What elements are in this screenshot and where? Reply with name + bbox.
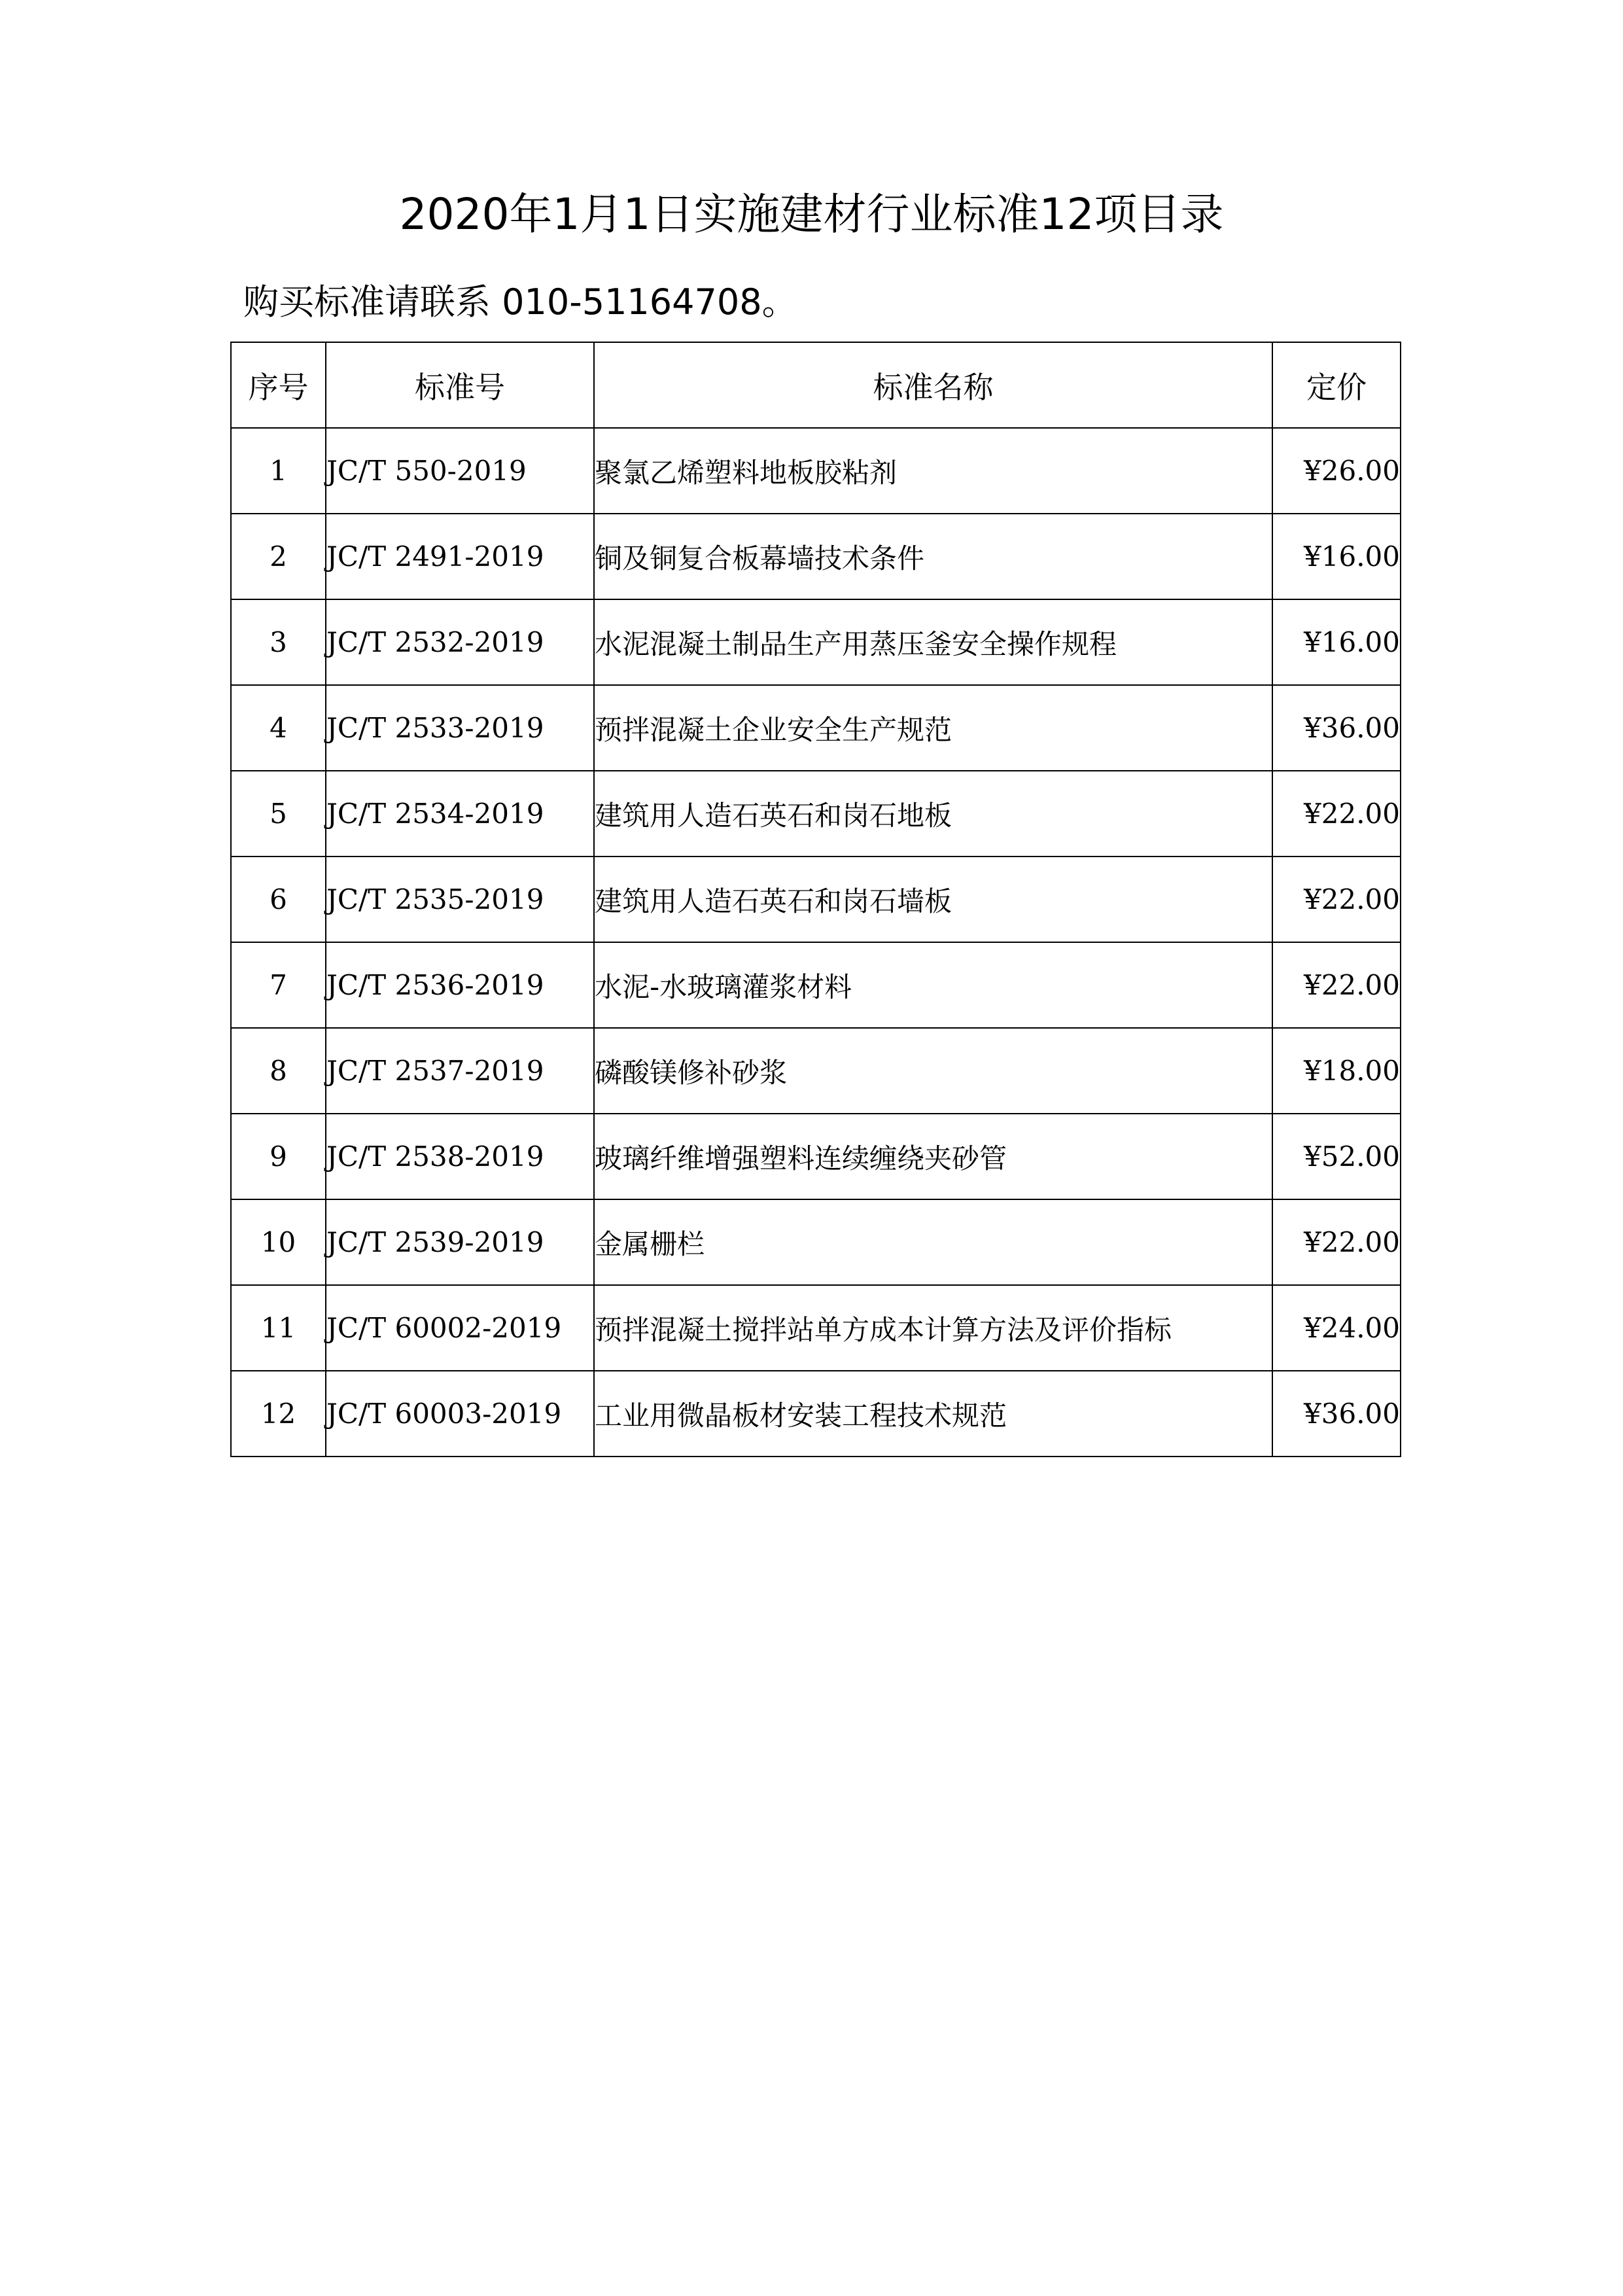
row-standard-name: 玻璃纤维增强塑料连续缠绕夹砂管 bbox=[594, 1114, 1272, 1199]
row-standard-number: JC/T 60002-2019 bbox=[326, 1285, 594, 1371]
row-standard-number: JC/T 2533-2019 bbox=[326, 685, 594, 771]
table-row bbox=[231, 1371, 1401, 1457]
row-price: ¥26.00 bbox=[1272, 428, 1401, 514]
row-standard-number: JC/T 550-2019 bbox=[326, 428, 594, 514]
row-serial: 6 bbox=[231, 857, 326, 942]
row-standard-number: JC/T 2536-2019 bbox=[326, 942, 594, 1028]
header-standard-number: 标准号 bbox=[326, 342, 594, 428]
row-serial: 1 bbox=[231, 428, 326, 514]
row-standard-name: 预拌混凝土搅拌站单方成本计算方法及评价指标 bbox=[594, 1285, 1272, 1371]
row-price: ¥52.00 bbox=[1272, 1114, 1401, 1199]
row-standard-name: 水泥混凝土制品生产用蒸压釜安全操作规程 bbox=[594, 599, 1272, 685]
row-standard-number: JC/T 2537-2019 bbox=[326, 1028, 594, 1114]
row-standard-name: 聚氯乙烯塑料地板胶粘剂 bbox=[594, 428, 1272, 514]
header-price: 定价 bbox=[1272, 342, 1401, 428]
table-row bbox=[231, 1199, 1401, 1285]
table-row bbox=[231, 857, 1401, 942]
table-row bbox=[231, 771, 1401, 857]
row-standard-name: 水泥-水玻璃灌浆材料 bbox=[594, 942, 1272, 1028]
row-standard-number: JC/T 2534-2019 bbox=[326, 771, 594, 857]
row-standard-name: 预拌混凝土企业安全生产规范 bbox=[594, 685, 1272, 771]
row-standard-number: JC/T 2532-2019 bbox=[326, 599, 594, 685]
row-standard-name: 金属栅栏 bbox=[594, 1199, 1272, 1285]
row-standard-name: 建筑用人造石英石和岗石地板 bbox=[594, 771, 1272, 857]
row-price: ¥22.00 bbox=[1272, 771, 1401, 857]
contact-note: 购买标准请联系 010-51164708。 bbox=[243, 281, 797, 323]
row-standard-number: JC/T 2538-2019 bbox=[326, 1114, 594, 1199]
row-standard-name: 铜及铜复合板幕墙技术条件 bbox=[594, 514, 1272, 599]
row-standard-number: JC/T 60003-2019 bbox=[326, 1371, 594, 1457]
row-serial: 9 bbox=[231, 1114, 326, 1199]
row-serial: 4 bbox=[231, 685, 326, 771]
row-standard-number: JC/T 2539-2019 bbox=[326, 1199, 594, 1285]
row-serial: 11 bbox=[231, 1285, 326, 1371]
header-standard-name: 标准名称 bbox=[594, 342, 1272, 428]
table-row bbox=[231, 599, 1401, 685]
row-standard-name: 建筑用人造石英石和岗石墙板 bbox=[594, 857, 1272, 942]
row-price: ¥22.00 bbox=[1272, 1199, 1401, 1285]
row-price: ¥22.00 bbox=[1272, 857, 1401, 942]
table-header-row bbox=[231, 342, 1401, 428]
table-row bbox=[231, 1114, 1401, 1199]
table-row bbox=[231, 942, 1401, 1028]
row-price: ¥36.00 bbox=[1272, 685, 1401, 771]
row-serial: 2 bbox=[231, 514, 326, 599]
row-serial: 3 bbox=[231, 599, 326, 685]
row-standard-number: JC/T 2491-2019 bbox=[326, 514, 594, 599]
standards-table bbox=[230, 342, 1401, 1457]
row-serial: 8 bbox=[231, 1028, 326, 1114]
row-standard-name: 工业用微晶板材安装工程技术规范 bbox=[594, 1371, 1272, 1457]
row-serial: 5 bbox=[231, 771, 326, 857]
row-serial: 10 bbox=[231, 1199, 326, 1285]
page-title: 2020年1月1日实施建材行业标准12项目录 bbox=[399, 189, 1224, 239]
header-serial: 序号 bbox=[231, 342, 326, 428]
row-price: ¥22.00 bbox=[1272, 942, 1401, 1028]
row-price: ¥24.00 bbox=[1272, 1285, 1401, 1371]
table-row bbox=[231, 1285, 1401, 1371]
row-price: ¥16.00 bbox=[1272, 599, 1401, 685]
table-row bbox=[231, 685, 1401, 771]
row-price: ¥18.00 bbox=[1272, 1028, 1401, 1114]
table-row bbox=[231, 1028, 1401, 1114]
row-standard-number: JC/T 2535-2019 bbox=[326, 857, 594, 942]
row-standard-name: 磷酸镁修补砂浆 bbox=[594, 1028, 1272, 1114]
table-row bbox=[231, 514, 1401, 599]
row-serial: 12 bbox=[231, 1371, 326, 1457]
table-row bbox=[231, 428, 1401, 514]
row-price: ¥16.00 bbox=[1272, 514, 1401, 599]
row-serial: 7 bbox=[231, 942, 326, 1028]
row-price: ¥36.00 bbox=[1272, 1371, 1401, 1457]
